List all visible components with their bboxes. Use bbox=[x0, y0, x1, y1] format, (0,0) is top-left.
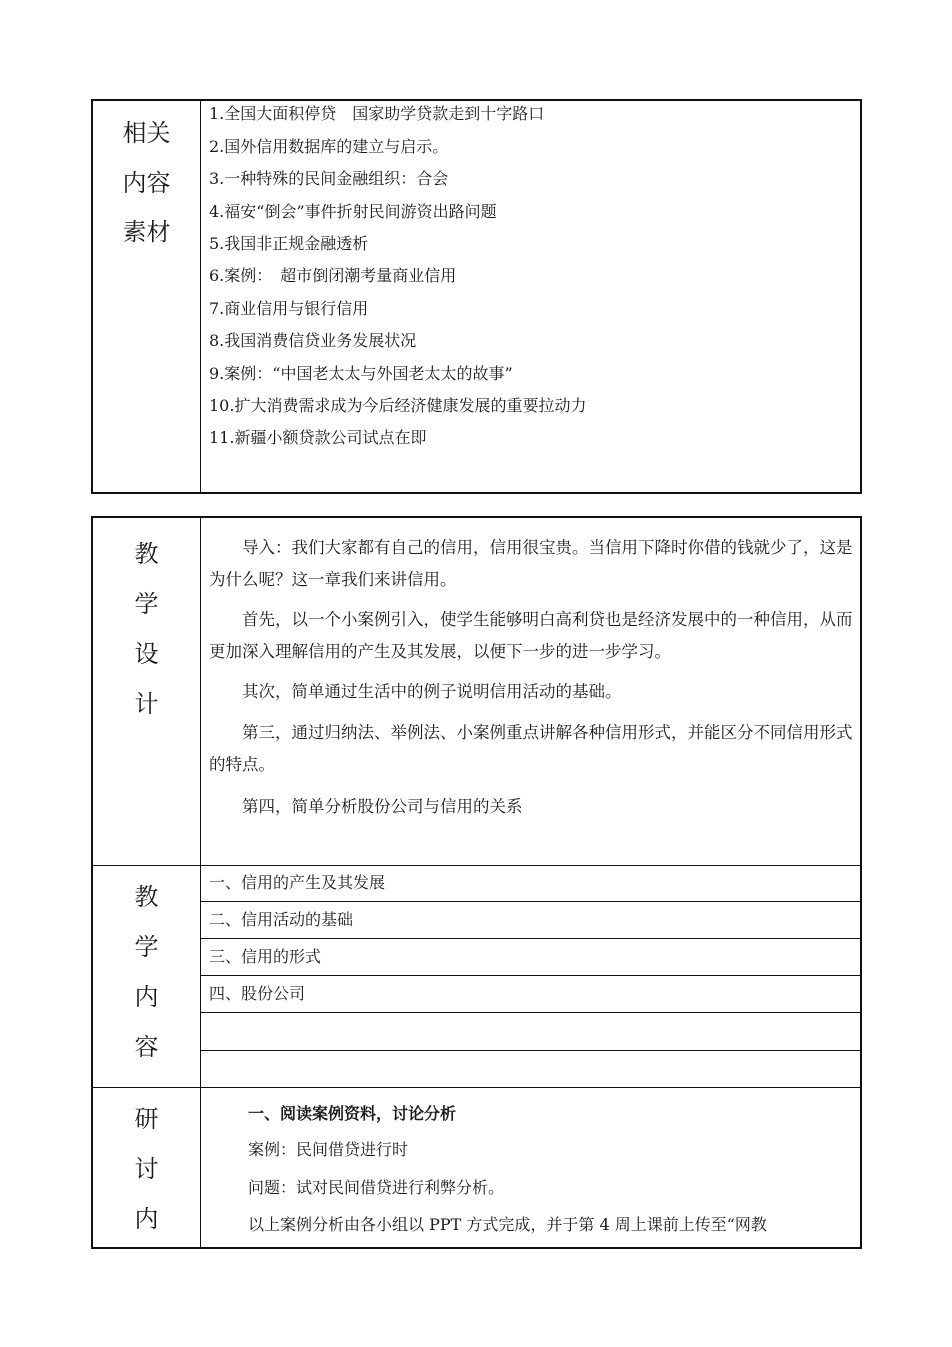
design-label-4: 计 bbox=[134, 690, 159, 718]
discussion-label-1: 研 bbox=[134, 1105, 159, 1133]
table-row bbox=[201, 1013, 860, 1051]
list-item: 4.福安“倒会”事件折射民间游资出路问题 bbox=[209, 202, 497, 221]
content-rows bbox=[201, 865, 860, 1087]
discussion-heading: 一、阅读案例资料，讨论分析 bbox=[248, 1104, 457, 1123]
content-label bbox=[93, 865, 201, 1087]
content-section bbox=[93, 865, 860, 1088]
list-item: 10.扩大消费需求成为今后经济健康发展的重要拉动力 bbox=[209, 396, 587, 415]
list-item: 6.案例： 超市倒闭潮考量商业信用 bbox=[209, 266, 457, 285]
content-row-text: 一、信用的产生及其发展 bbox=[209, 873, 386, 892]
design-paragraph: 导入：我们大家都有自己的信用，信用很宝贵。当信用下降时你借的钱就少了，这是为什么呢？这一章我们来讲信用。 bbox=[209, 538, 853, 589]
table-row bbox=[201, 865, 860, 902]
design-paragraph: 第三，通过归纳法、举例法、小案例重点讲解各种信用形式，并能区分不同信用形式的特点。 bbox=[209, 723, 853, 774]
list-item: 9.案例：“中国老太太与外国老太太的故事” bbox=[209, 364, 513, 383]
content-row-text: 四、股份公司 bbox=[209, 984, 306, 1003]
materials-table bbox=[91, 99, 862, 494]
materials-label-3: 素材 bbox=[122, 218, 171, 246]
materials-label-1: 相关 bbox=[122, 119, 171, 147]
content-label-1: 教 bbox=[134, 883, 159, 911]
discussion-text bbox=[201, 1087, 860, 1247]
design-paragraph: 首先，以一个小案例引入，使学生能够明白高利贷也是经济发展中的一种信用，从而更加深入理解信用的产生及其发展，以便下一步的进一步学习。 bbox=[209, 610, 853, 661]
content-label-2: 学 bbox=[134, 933, 159, 961]
discussion-line: 以上案例分析由各小组以 PPT 方式完成，并于第 4 周上课前上传至“网教 bbox=[248, 1215, 767, 1234]
discussion-label-2: 讨 bbox=[134, 1155, 159, 1183]
list-item: 2.国外信用数据库的建立与启示。 bbox=[209, 137, 449, 156]
list-item: 7.商业信用与银行信用 bbox=[209, 299, 369, 318]
design-label-2: 学 bbox=[134, 590, 159, 618]
discussion-label bbox=[93, 1087, 201, 1247]
design-label-3: 设 bbox=[134, 640, 159, 668]
discussion-line: 问题：试对民间借贷进行利弊分析。 bbox=[248, 1178, 505, 1197]
list-item: 5.我国非正规金融透析 bbox=[209, 234, 369, 253]
discussion-label-3: 内 bbox=[134, 1205, 159, 1233]
discussion-section bbox=[93, 1087, 860, 1247]
table-row bbox=[201, 1051, 860, 1087]
design-paragraph: 第四，简单分析股份公司与信用的关系 bbox=[242, 797, 523, 816]
content-label-4: 容 bbox=[134, 1033, 159, 1061]
list-item: 3.一种特殊的民间金融组织：合会 bbox=[209, 169, 449, 188]
design-paragraph: 其次，简单通过生活中的例子说明信用活动的基础。 bbox=[242, 682, 622, 701]
list-item: 11.新疆小额贷款公司试点在即 bbox=[209, 428, 427, 447]
lesson-table bbox=[91, 516, 862, 1249]
content-label-3: 内 bbox=[134, 983, 159, 1011]
design-section bbox=[93, 518, 860, 866]
materials-label-2: 内容 bbox=[122, 169, 171, 197]
design-label-1: 教 bbox=[134, 540, 159, 568]
materials-list bbox=[201, 101, 860, 492]
table-row bbox=[201, 939, 860, 976]
list-item: 8.我国消费信贷业务发展状况 bbox=[209, 331, 417, 350]
content-row-text: 三、信用的形式 bbox=[209, 947, 322, 966]
table-row bbox=[201, 902, 860, 939]
materials-label bbox=[93, 101, 201, 492]
table-row bbox=[201, 976, 860, 1013]
design-label bbox=[93, 518, 201, 865]
list-item: 1.全国大面积停贷 国家助学贷款走到十字路口 bbox=[209, 104, 545, 123]
content-row-text: 二、信用活动的基础 bbox=[209, 910, 354, 929]
design-text bbox=[201, 518, 860, 865]
discussion-line: 案例：民间借贷进行时 bbox=[248, 1140, 409, 1159]
